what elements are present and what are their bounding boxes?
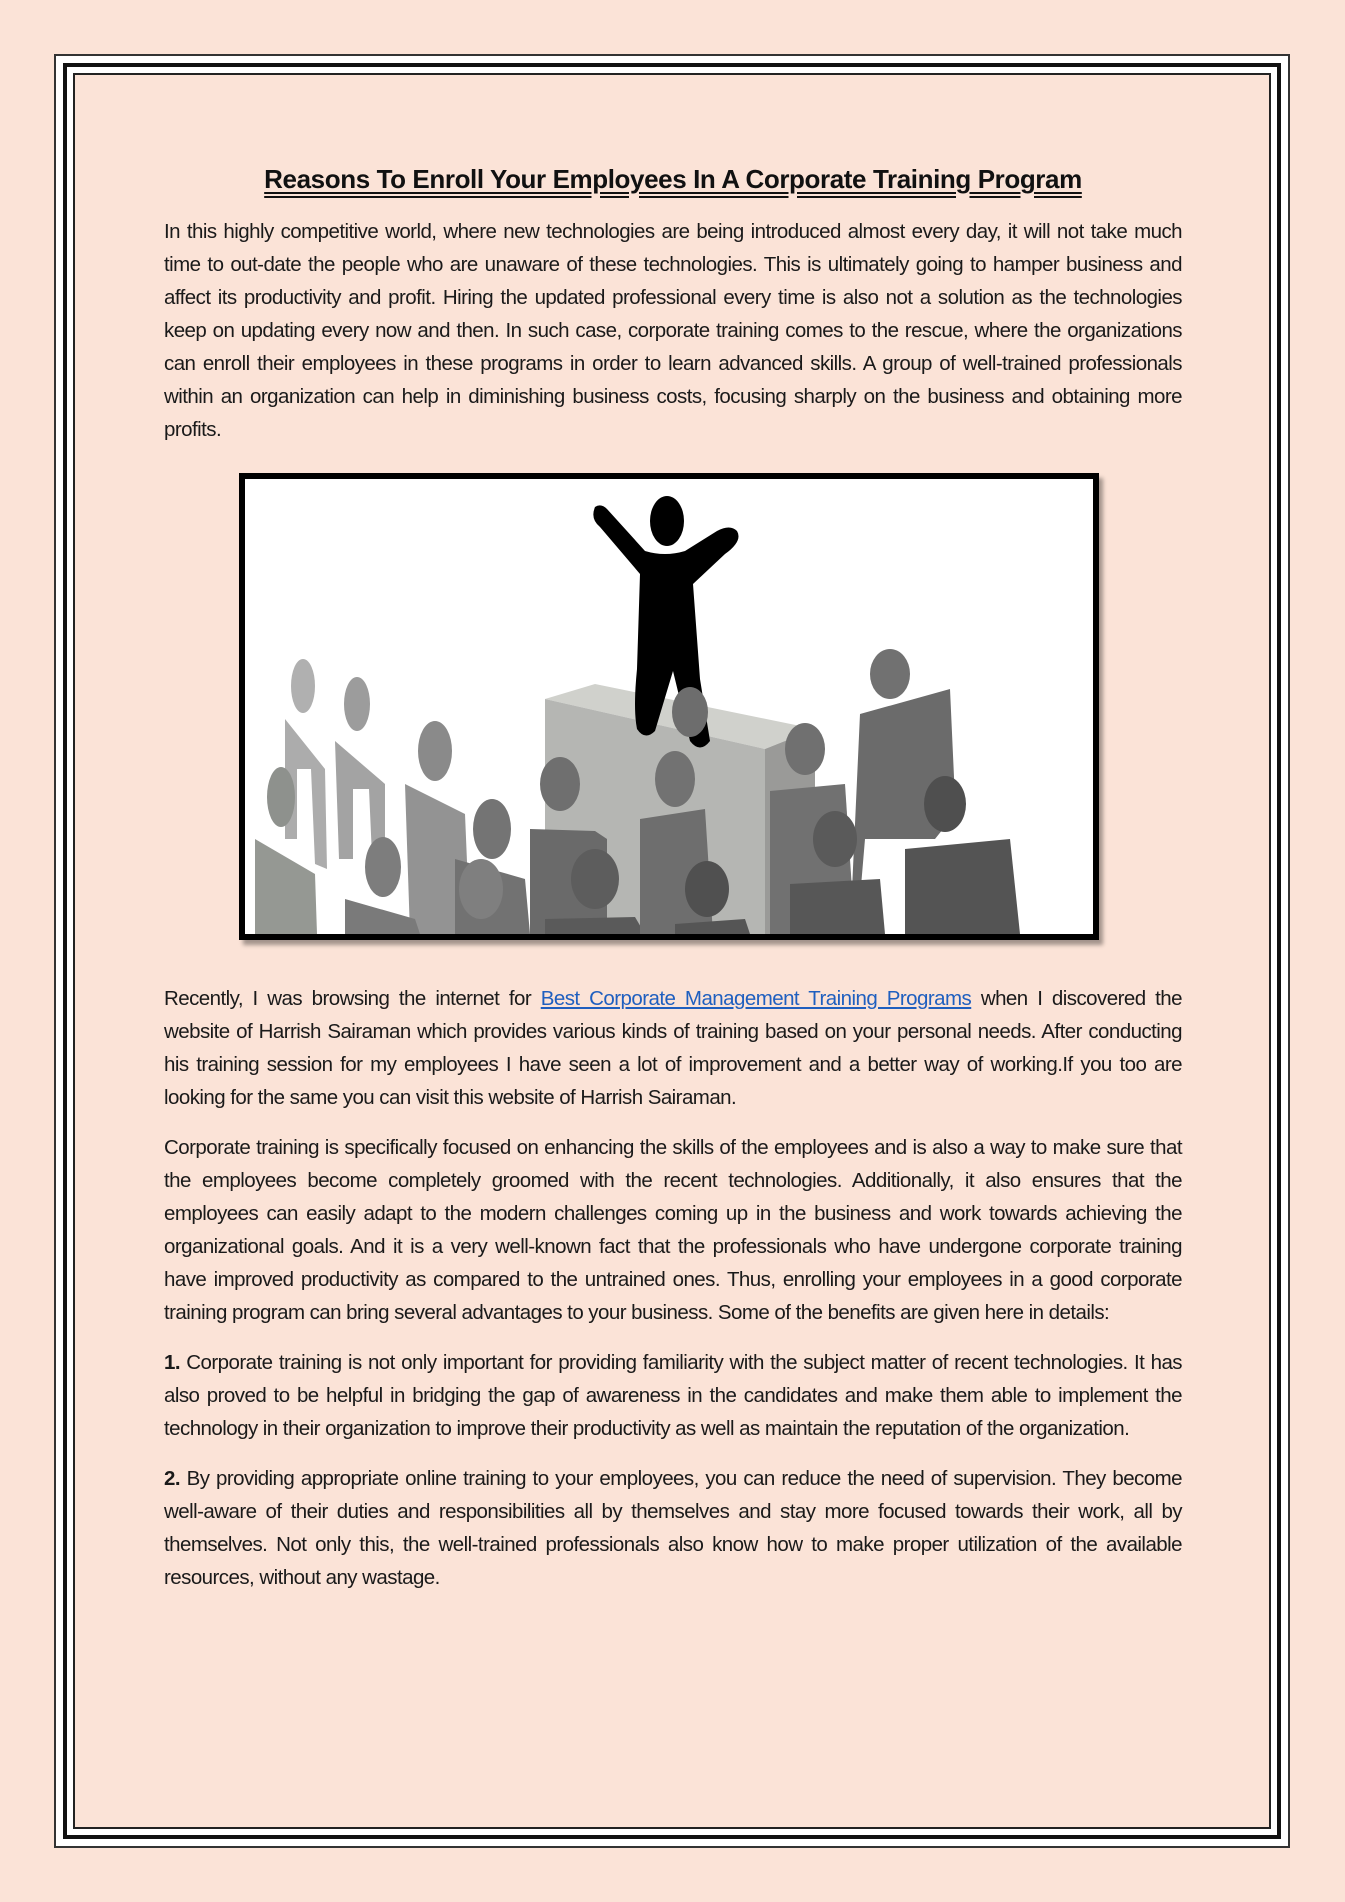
recent-text-after: when I discovered the website of Harrish Sairaman which provides various kinds of training based on your personal needs. After conducting his training session for my employees I have seen a lot of improvement and a better way of working.If you too are looking for the same you can visit this website of Harrish Sairaman. bbox=[164, 987, 1182, 1109]
benefit-item-2 bbox=[164, 1462, 1182, 1594]
intro-paragraph: In this highly competitive world, where new technologies are being introduced almost every day, it will not take much time to out-date the people who are unaware of these technologies. This is ultimately going to hamper business and affect its productivity and profit. Hiring the updated professional every time is also not a solution as the technologies keep on updating every now and then. In such case, corporate training comes to the rescue, where the organizations can enroll their employees in these programs in order to learn advanced skills. A group of well-trained professionals within an organization can help in diminishing business costs, focusing sharply on the business and obtaining more profits. bbox=[164, 220, 1182, 441]
recent-text-before: Recently, I was browsing the internet for bbox=[164, 987, 541, 1010]
podium-illustration bbox=[239, 473, 1099, 940]
benefit-text: By providing appropriate online training to your employees, you can reduce the need of supervision. They become well-aware of their duties and responsibilities all by themselves and stay more focused towards their work, all by themselves. Not only this, the well-trained professionals also know how to make proper utilization of the available resources, without any wastage. bbox=[164, 1467, 1182, 1589]
benefit-number: 2. bbox=[164, 1467, 180, 1490]
benefit-text: Corporate training is not only important for providing familiarity with the subject matter of recent technologies. It has also proved to be helpful in bridging the gap of awareness in the candidates and make them able to implement the technology in their organization to improve their productivity as well as maintain the reputation of the organization. bbox=[164, 1351, 1182, 1440]
benefit-number: 1. bbox=[164, 1351, 180, 1374]
document-title: Reasons To Enroll Your Employees In A Corporate Training Program bbox=[264, 164, 1082, 194]
training-programs-link[interactable]: Best Corporate Management Training Programs bbox=[540, 987, 972, 1010]
benefit-item-1 bbox=[164, 1346, 1182, 1445]
corporate-paragraph: Corporate training is specifically focused on enhancing the skills of the employees and is also a way to make sure that the employees become completely groomed with the recent technologies. Additionally, it also ensures that the employees can easily adapt to the modern challenges coming up in the business and work towards achieving the organizational goals. And it is a very well-known fact that the professionals who have undergone corporate training have improved productivity as compared to the untrained ones. Thus, enrolling your employees in a good corporate training program can bring several advantages to your business. Some of the benefits are given here in details: bbox=[164, 1136, 1182, 1324]
document-body bbox=[164, 160, 1182, 1611]
leader-crowd-icon bbox=[245, 479, 1093, 934]
recent-paragraph bbox=[164, 982, 1182, 1114]
